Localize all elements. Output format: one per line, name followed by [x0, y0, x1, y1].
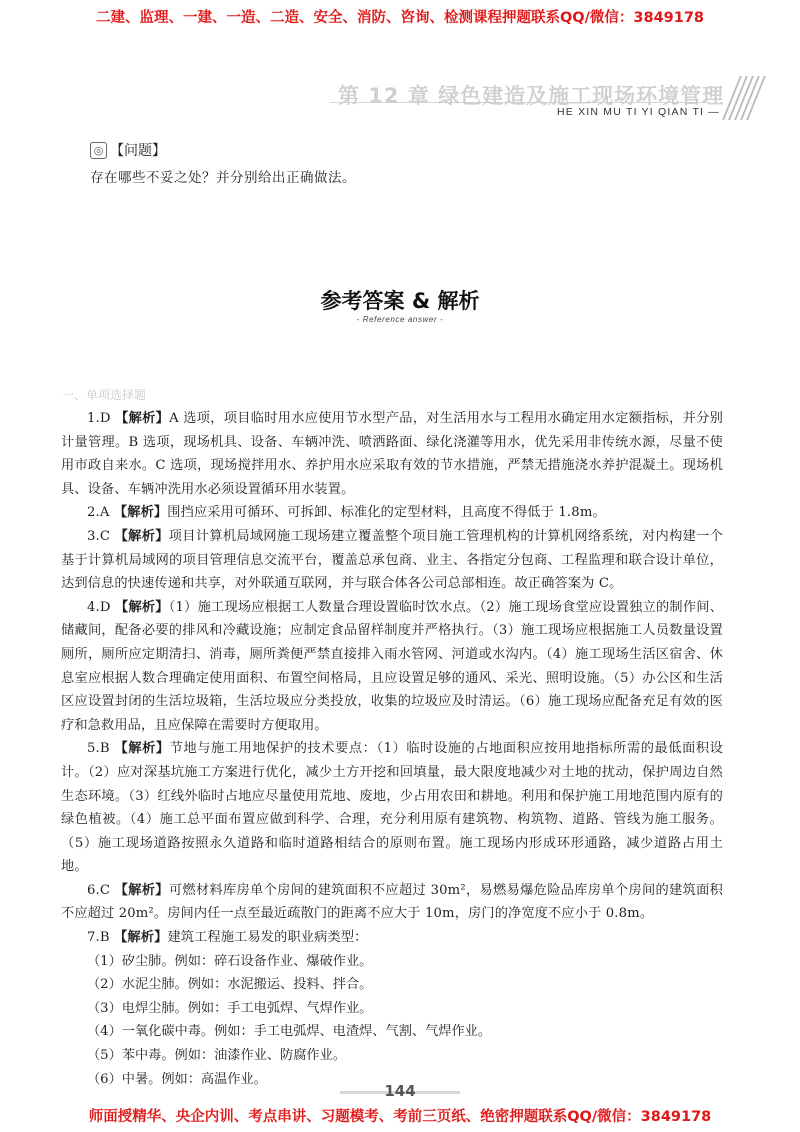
answer-text: A 选项，项目临时用水应使用节水型产品，对生活用水与工程用水确定用水定额指标，并分别计量管理。B 选项，现场机具、设备、车辆冲洗、喷洒路面、绿化浇灌等用水，优先采用非传统水源，尽量不使用市政自来水。C 选项，现场搅拌用水、养护用水应采取有效的节水措施，严禁无措施浇水养护混凝土。现场机具、设备、车辆冲洗用水必须设置循环用水装置。: [61, 411, 724, 497]
answer-item: [61, 407, 723, 501]
answer-number: 4.D: [87, 599, 111, 615]
hatch-decoration-icon: [725, 76, 765, 120]
list-item: （4）一氧化碳中毒。例如：手工电弧焊、电渣焊、气割、气焊作业。: [87, 1024, 492, 1040]
analysis-tag: 【解析】: [114, 882, 169, 898]
answer-title: 参考答案 & 解析: [320, 289, 480, 313]
promo-banner-top: 二建、监理、一建、一造、二造、安全、消防、咨询、检测课程押题联系QQ/微信：3849178: [95, 10, 705, 26]
answer-item: [61, 926, 723, 950]
answer-subtitle: - Reference answer -: [356, 315, 444, 324]
disease-list: [61, 950, 723, 1092]
section-heading: 一、单项选择题: [62, 388, 147, 402]
answer-number: 5.B: [87, 741, 110, 757]
analysis-tag: 【解析】: [114, 741, 170, 757]
answer-item: [61, 525, 723, 596]
analysis-tag: 【解析】: [115, 411, 170, 426]
answer-text: 节地与施工用地保护的技术要点：（1）临时设施的占地面积应按用地指标所需的最低面积设计。（2）应对深基坑施工方案进行优化，减少土方开挖和回填量，最大限度地减少对土地的扰动，保护周边自然生态环境。（3）红线外临时占地应尽量使用荒地、废地，少占用农田和耕地。利用和保护施工用地范围内原有的绿色植被。（4）施工总平面布置应做到科学、合理，充分利用原有建筑物、构筑物、道路、管线为施工服务。（5）施工现场道路按照永久道路和临时道路相结合的原则布置。施工现场内形成环形通路，减少道路占用土地。: [61, 741, 723, 875]
answer-list: [61, 407, 723, 1091]
promo-banner-bottom: 师面授精华、央企内训、考点串讲、习题模考、考前三页纸、绝密押题联系QQ/微信：3849178: [88, 1109, 712, 1125]
answer-text: 项目计算机局域网施工现场建立覆盖整个项目施工管理机构的计算机网络系统，对内构建一个基于计算机局域网的项目管理信息交流平台，覆盖总承包商、业主、各指定分包商、工程监理和联合设计单位，达到信息的快速传递和共享，对外联通互联网，并与联合体各公司总部相连。故正确答案为 C。: [61, 528, 723, 592]
analysis-tag: 【解析】: [114, 930, 168, 946]
question-icon: ◎: [90, 142, 107, 159]
question-tag: [90, 140, 166, 160]
answer-number: 6.C: [87, 882, 111, 898]
question-label: 【问题】: [110, 143, 166, 159]
analysis-tag: 【解析】: [115, 599, 169, 615]
answer-text: 建筑工程施工易发的职业病类型：: [167, 930, 368, 946]
answer-number: 2.A: [87, 505, 110, 521]
answer-item: [61, 737, 723, 879]
list-item: （2）水泥尘肺。例如：水泥搬运、投料、拌合。: [87, 977, 373, 993]
answer-item: [61, 879, 723, 926]
answer-text: （1）施工现场应根据工人数量合理设置临时饮水点。（2）施工现场食堂应设置独立的制作间、储藏间，配备必要的排风和冷藏设施；应制定食品留样制度并严格执行。（3）施工现场应根据施工人员数量设置厕所，厕所应定期清扫、消毒，厕所粪便严禁直接排入雨水管网、河道或水沟内。（4）施工现场生活区宿舍、休息室应根据人数合理确定使用面积、布置空间格局，且应设置足够的通风、采光、照明设施。（5）办公区和生活区应设置封闭的生活垃圾箱，生活垃圾应分类投放，收集的垃圾应及时清运。（6）施工现场应配备充足有效的医疗和急救用品，且应保障在需要时方便取用。: [61, 599, 723, 733]
answer-number: 7.B: [87, 930, 110, 946]
chapter-header: [330, 76, 780, 126]
list-item: （5）苯中毒。例如：油漆作业、防腐作业。: [87, 1048, 346, 1064]
analysis-tag: 【解析】: [113, 505, 168, 521]
answer-text: 围挡应采用可循环、可拆卸、标准化的定型材料，且高度不得低于 1.8m。: [167, 505, 606, 521]
answer-number: 1.D: [87, 411, 111, 426]
analysis-tag: 【解析】: [114, 528, 169, 544]
question-text: 存在哪些不妥之处？并分别给出正确做法。: [90, 170, 356, 186]
answer-text: 可燃材料库房单个房间的建筑面积不应超过 30m²，易燃易爆危险品库房单个房间的建筑面积不应超过 20m²。房间内任一点至最近疏散门的距离不应大于 10m，房门的净宽度不应小于 0.8m。: [61, 882, 723, 922]
chapter-subtitle: HE XIN MU TI YI QIAN TI —: [556, 106, 720, 118]
chapter-title: 第 12 章 绿色建造及施工现场环境管理: [338, 84, 725, 108]
list-item: （1）矽尘肺。例如：碎石设备作业、爆破作业。: [87, 953, 373, 969]
page-number: 144: [384, 1082, 416, 1100]
answer-item: [61, 501, 723, 525]
list-item: （3）电焊尘肺。例如：手工电弧焊、气焊作业。: [87, 1000, 373, 1016]
list-item: （6）中暑。例如：高温作业。: [87, 1071, 267, 1087]
answer-number: 3.C: [87, 528, 111, 544]
answer-item: [61, 596, 723, 738]
